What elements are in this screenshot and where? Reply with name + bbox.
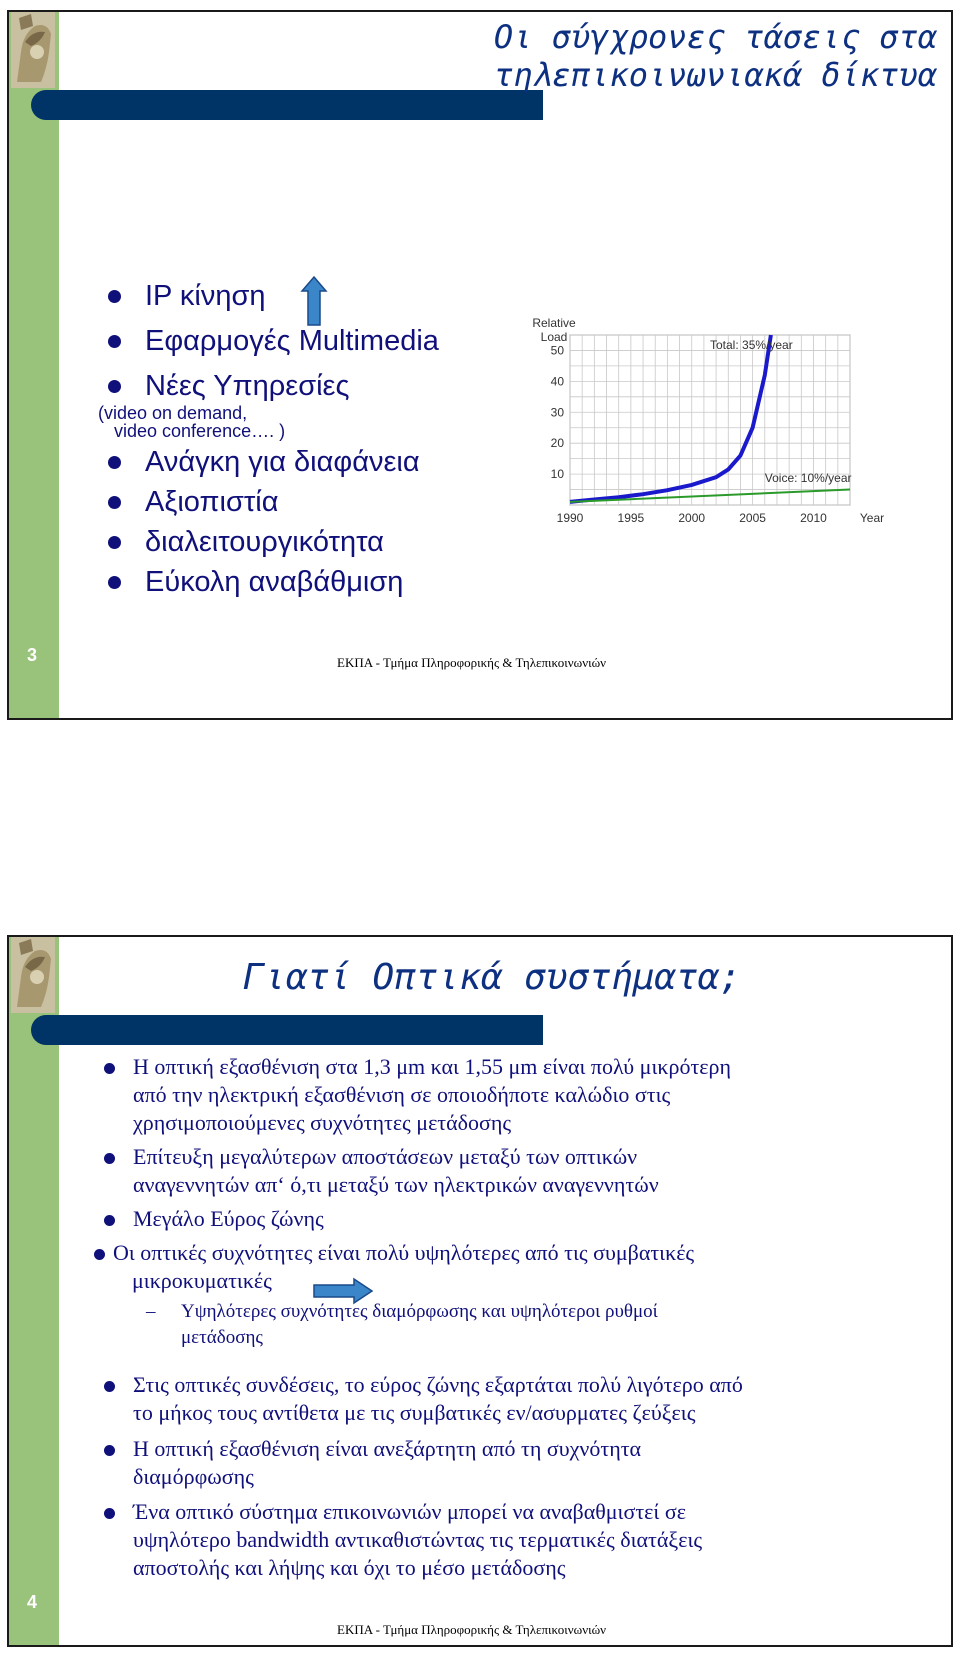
slide1-bullet-list [98,276,439,602]
bullet-line: το μήκος τους αντίθετα με τις συμβατικές εν/ασυρματες ζεύξεις [133,1400,696,1425]
athena-logo-icon [11,12,55,88]
x-tick-label: 1990 [556,511,584,525]
bullet-line: Η οπτική εξασθένιση στα 1,3 μm και 1,55 μm είναι πολύ μικρότερη [133,1054,732,1079]
up-arrow-icon [300,275,328,327]
y-axis-label: Relative [532,316,576,330]
bullet-line: Η οπτική εξασθένιση είναι ανεξάρτητη από τη συχνότητα [133,1436,642,1461]
slide-number: 4 [27,1592,38,1612]
slide-footer: ΕΚΠΑ - Τμήμα Πληροφορικής & Τηλεπικοινωνιών [337,1622,607,1637]
bullet-icon [108,290,121,303]
slide-title: Γιατί Οπτικά συστήματα; [242,957,741,998]
bullet-line: από την ηλεκτρική εξασθένιση σε οποιοδήποτε καλώδιο στις [133,1082,671,1107]
list-item [108,442,439,482]
y-tick-label: 20 [550,436,564,451]
x-tick-label: 1995 [617,511,645,525]
y-tick-label: 10 [550,467,564,482]
bullet-line: αποστολής και λήψης και όχι το μέσο μετάδοσης [133,1555,566,1580]
bullet-line: Στις οπτικές συνδέσεις, το εύρος ζώνης εξαρτάται πολύ λιγότερο από [133,1372,743,1397]
slide-title: Οι σύγχρονες τάσεις στα τηλεπικοινωνιακά δίκτυα [493,18,937,94]
bullet-icon [108,380,121,393]
list-item [108,366,439,404]
bullet-icon [108,536,121,549]
bullet-icon [108,576,121,589]
list-item [108,482,439,522]
bullet-line: Επίτευξη μεγαλύτερων αποστάσεων μεταξύ των οπτικών [133,1144,638,1169]
series-label: Total: 35%/year [710,337,793,352]
bullet-text: Εύκολη αναβάθμιση [145,566,404,598]
bullet-text: Αξιοπιστία [145,486,279,518]
slide-footer: ΕΚΠΑ - Τμήμα Πληροφορικής & Τηλεπικοινωνιών [337,655,607,670]
sub-note-line: (video on demand, [98,403,248,423]
bullet-icon [108,456,121,469]
x-tick-label: 2010 [800,511,827,525]
sub-line: μετάδοσης [181,1327,263,1348]
list-item [108,321,439,366]
list-item [108,562,439,602]
bullet-line: Μεγάλο Εύρος ζώνης [133,1206,324,1231]
bullet-icon [108,496,121,509]
dash-icon: – [146,1301,156,1322]
bullet-text: διαλειτουργικότητα [145,526,384,558]
list-item [108,522,439,562]
slide-number: 3 [27,645,38,665]
bullet-text: Εφαρμογές Multimedia [145,325,439,357]
bullet-line: Οι οπτικές συχνότητες είναι πολύ υψηλότερες από τις συμβατικές [113,1240,695,1265]
x-tick-label: 2005 [739,511,766,525]
slide-4 [7,935,953,1647]
title-band [31,1015,543,1045]
athena-logo-icon [11,937,55,1013]
traffic-growth-chart [512,315,885,535]
sub-line: Υψηλότερες συχνότητες διαμόρφωσης και υψηλότεροι ρυθμοί [181,1301,658,1322]
bullet-line: χρησιμοποιούμενες συχνότητες μετάδοσης [133,1110,512,1135]
bullet-icon [108,335,121,348]
sub-note-line: video conference…. ) [114,421,286,441]
right-arrow-icon [312,1278,374,1304]
y-axis-label: Load [540,330,568,344]
sub-note [98,403,439,442]
x-axis-label: Year [859,511,885,525]
y-tick-label: 30 [550,405,564,420]
y-tick-label: 40 [550,374,564,389]
bullet-line: αναγεννητών απ‘ ό,τι μεταξύ των ηλεκτρικών αναγεννητών [133,1172,659,1197]
list-item [108,276,439,321]
bullet-text: Ανάγκη για διαφάνεια [145,446,420,478]
bullet-line: μικροκυματικές [132,1268,272,1293]
x-tick-label: 2000 [678,511,706,525]
y-tick-label: 50 [550,343,564,358]
title-band [31,90,543,120]
bullet-line: Ένα οπτικό σύστημα επικοινωνιών μπορεί να αναβαθμιστεί σε [133,1499,686,1524]
title-backdrop [59,12,189,90]
bullet-line: διαμόρφωσης [133,1464,254,1489]
title-backdrop [59,937,189,1015]
series-label: Voice: 10%/year [764,470,852,485]
bullet-text: Νέες Υπηρεσίες [145,370,350,402]
bullet-line: υψηλότερο bandwidth αντικαθιστώντας τις τερματικές διατάξεις [133,1527,703,1552]
bullet-text: IP κίνηση [145,280,266,312]
